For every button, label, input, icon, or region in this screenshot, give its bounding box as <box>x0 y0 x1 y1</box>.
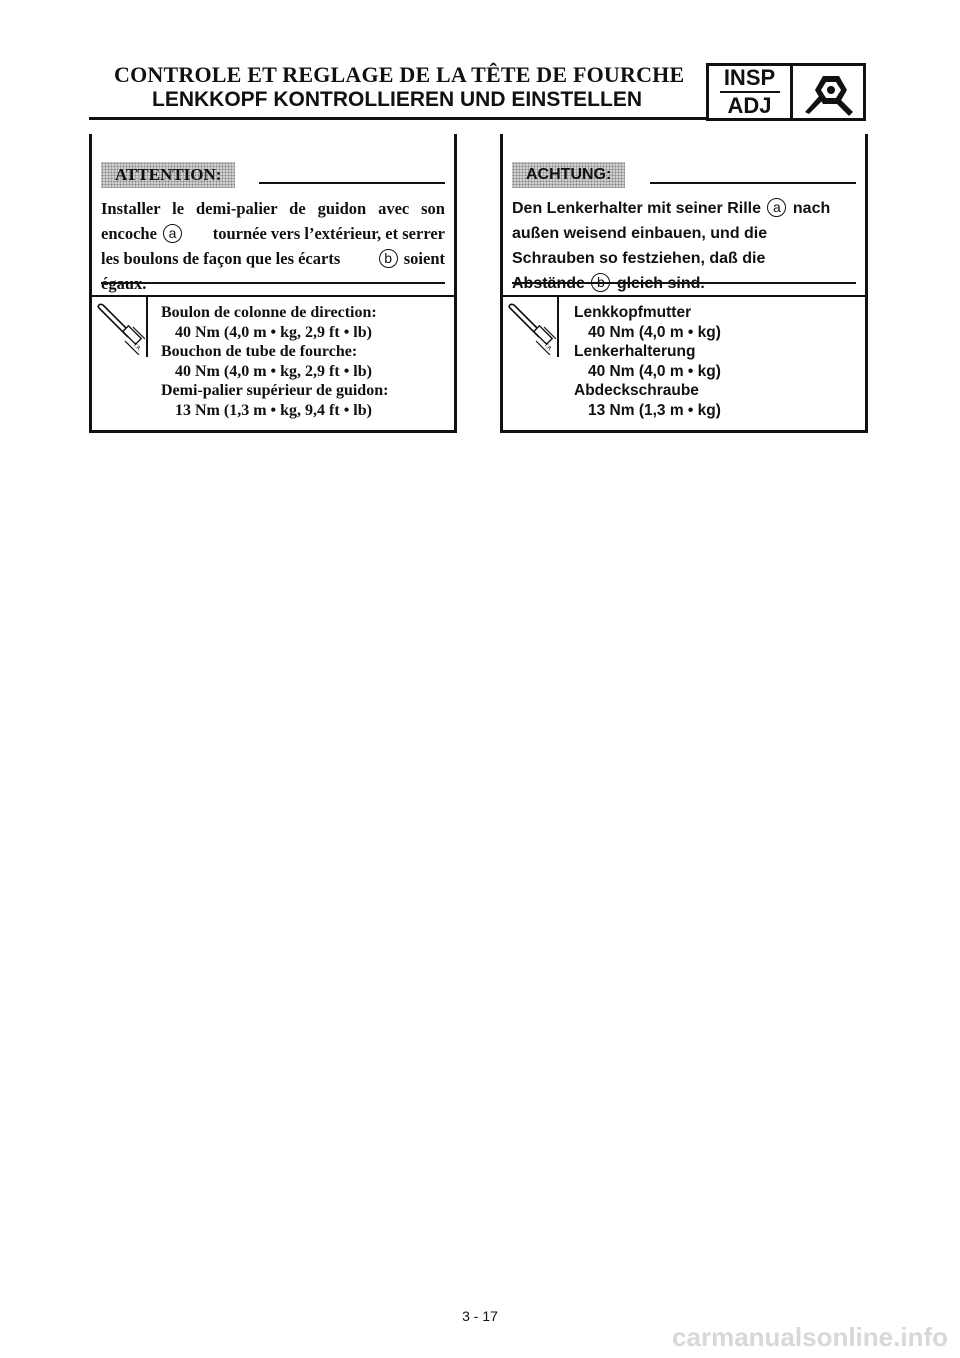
torque-value: 13 Nm (1,3 m • kg) <box>588 401 721 419</box>
torque-name: Boulon de colonne de direction: <box>161 304 377 321</box>
caution-label: ATTENTION: <box>101 162 235 188</box>
caution-header <box>512 162 856 188</box>
torque-name: Demi-palier supérieur de guidon: <box>161 382 389 400</box>
torque-value: 40 Nm (4,0 m • kg, 2,9 ft • lb) <box>175 362 372 380</box>
torque-wrench-icon <box>506 301 556 355</box>
torque-spec-box <box>500 295 868 432</box>
svg-text:T.R.: T.R. <box>131 342 143 353</box>
torque-list <box>574 303 864 421</box>
torque-top-rule <box>500 295 868 297</box>
caution-word: soient <box>403 249 445 268</box>
column-bottom-rule <box>500 430 868 433</box>
caution-label: ACHTUNG: <box>512 162 625 188</box>
column-bottom-rule <box>89 430 457 433</box>
watermark: carmanualsonline.info <box>672 1322 948 1352</box>
page-title-fr: CONTROLE ET REGLAGE DE LA TÊTE DE FOURCHE <box>114 62 685 87</box>
torque-value: 13 Nm (1,3 m • kg, 9,4 ft • lb) <box>175 401 372 419</box>
caution-text <box>101 196 445 296</box>
caution-word: encoche <box>101 224 157 243</box>
caution-line-3: Schrauben so festziehen, daß die <box>512 250 766 267</box>
mark-b: b <box>379 249 398 268</box>
torque-name: Abdeckschraube <box>574 382 699 400</box>
torque-name: Lenkerhalterung <box>574 343 696 361</box>
caution-header <box>101 162 445 188</box>
caution-end-rule <box>101 282 445 284</box>
torque-separator <box>557 295 559 357</box>
caution-rule <box>259 182 445 184</box>
torque-value: 40 Nm (4,0 m • kg) <box>588 323 721 341</box>
torque-top-rule <box>89 295 457 297</box>
caution-word: nach <box>792 200 831 217</box>
torque-value: 40 Nm (4,0 m • kg, 2,9 ft • lb) <box>175 323 372 341</box>
caution-line-2 <box>101 221 445 246</box>
svg-text:T.R.: T.R. <box>542 342 554 353</box>
torque-list <box>161 303 451 421</box>
section-badge <box>706 63 866 121</box>
badge-label <box>709 66 793 118</box>
caution-line-3 <box>101 246 445 271</box>
torque-name: Lenkkopfmutter <box>574 304 692 321</box>
page-number: 3 - 17 <box>462 1308 498 1324</box>
caution-word: les boulons de façon que les écarts <box>101 249 341 268</box>
torque-name: Bouchon de tube de fourche: <box>161 343 358 361</box>
caution-line-2: außen weisend einbauen, und die <box>512 225 768 242</box>
mark-a: a <box>163 224 182 243</box>
torque-wrench-icon <box>95 301 145 355</box>
page-title-de: LENKKOPF KONTROLLIEREN UND EINSTELLEN <box>152 88 643 111</box>
caution-text <box>512 196 856 296</box>
caution-word: tournée vers l’extérieur, et serrer <box>212 224 445 243</box>
mark-a: a <box>767 198 786 217</box>
header-rule <box>89 117 707 120</box>
caution-end-rule <box>512 282 856 284</box>
badge-adj: ADJ <box>727 93 772 118</box>
caution-word: Den Lenkerhalter mit seiner Rille <box>512 200 761 217</box>
caution-line-1: Installer le demi-palier de guidon avec son <box>101 199 445 218</box>
caution-line-1 <box>512 196 856 221</box>
caution-rule <box>650 182 856 184</box>
torque-value: 40 Nm (4,0 m • kg) <box>588 362 721 380</box>
torque-spec-box <box>89 295 457 432</box>
wrench-nut-icon <box>793 66 863 118</box>
badge-insp: INSP <box>723 65 776 90</box>
torque-separator <box>146 295 148 357</box>
